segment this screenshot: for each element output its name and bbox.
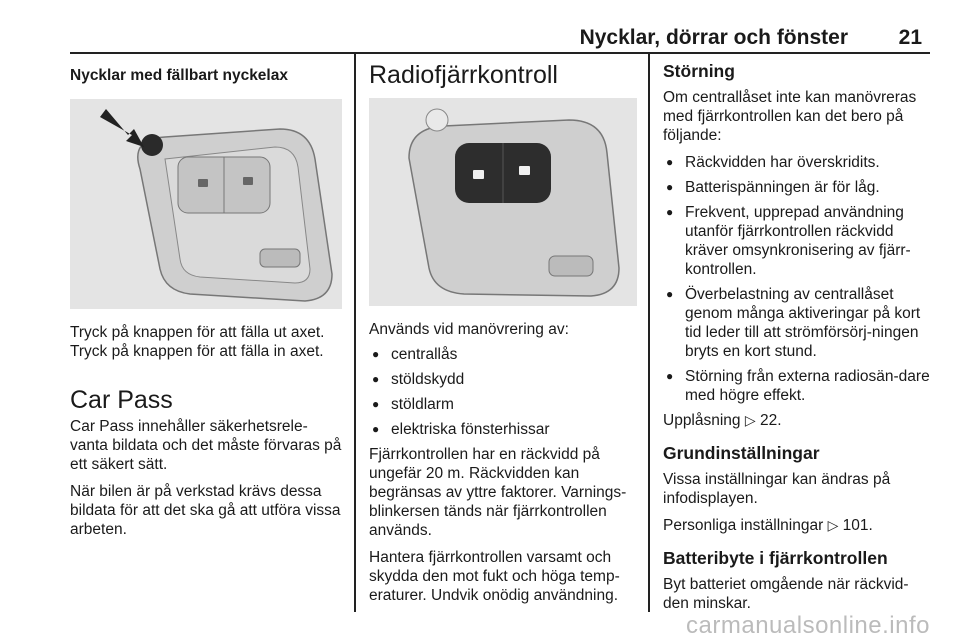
header-divider (70, 52, 930, 54)
reference-arrow-icon: ▷ (744, 412, 756, 428)
fold-button-icon (141, 134, 163, 156)
page-number: 21 (898, 26, 922, 49)
interference-heading: Störning (663, 61, 735, 81)
remote-control-heading: Radiofjärrkontroll (369, 61, 558, 89)
list-item: ● Störning från externa radiosän-dare med högre effekt. (663, 367, 931, 405)
fold-out-text: Tryck på knappen för att fälla ut axet. (70, 324, 325, 341)
battery-paragraph: Byt batteriet omgående när räckvid-den minskar. (663, 576, 909, 612)
unlock-icon (519, 166, 530, 175)
list-item: ● stöldskydd (369, 370, 637, 389)
usage-intro: Används vid manövrering av: (369, 321, 569, 338)
list-item: ● centrallås (369, 345, 637, 364)
fold-in-text: Tryck på knappen för att fälla in axet. (70, 343, 324, 360)
column-right (663, 60, 931, 621)
folding-key-heading: Nycklar med fällbart nyckelax (70, 67, 288, 84)
column-divider-2 (648, 52, 650, 612)
unlock-page-ref[interactable]: 22. (759, 412, 782, 429)
list-item: ● Batterispänningen är för låg. (663, 178, 931, 197)
page-title: Nycklar, dörrar och fönster (579, 26, 848, 49)
personal-settings-page-ref[interactable]: 101. (842, 517, 873, 534)
list-item: ● elektriska fönsterhissar (369, 420, 637, 439)
reference-arrow-icon: ▷ (827, 517, 839, 533)
car-pass-heading: Car Pass (70, 386, 173, 414)
range-paragraph: Fjärrkontrollen har en räckvidd på ungefär 20 m. Räckvidden kan begränsas av yttre faktorer. Varnings-blinkersen tänds när fjärrkontrollen används. (369, 446, 627, 539)
column-middle (369, 60, 637, 613)
interference-intro: Om centrallåset inte kan manövreras med fjärrkontrollen kan det bero på följande: (663, 89, 917, 144)
page-header (70, 22, 930, 52)
remote-control-illustration (369, 98, 637, 306)
list-item: ● Räckvidden har överskridits. (663, 153, 931, 172)
fold-instructions (70, 323, 342, 361)
folding-key-image (70, 99, 342, 309)
list-item: ● Frekvent, upprepad användning utanför fjärrkontrollen räckvidd kräver omsynkronisering av fjärr-kontrollen. (663, 203, 931, 279)
personal-settings-reference (663, 516, 931, 535)
car-pass-paragraph-2: När bilen är på verkstad krävs dessa bildata för att det ska gå att utföra vissa arbeten. (70, 483, 341, 538)
basic-settings-heading: Grundinställningar (663, 443, 820, 463)
unlock-text: Upplåsning (663, 412, 741, 429)
list-item: ● stöldlarm (369, 395, 637, 414)
basic-settings-paragraph: Vissa inställningar kan ändras på infodisplayen. (663, 471, 891, 507)
column-divider-1 (354, 52, 356, 612)
battery-heading: Batteribyte i fjärrkontrollen (663, 548, 888, 568)
usage-list (369, 345, 637, 439)
list-item: ● Överbelastning av centrallåset genom många aktiveringar på kort tid leder till att strömförsörj-ningen bryts en kort stund. (663, 285, 931, 361)
watermark: carmanualsonline.info (686, 612, 930, 639)
lock-icon (473, 170, 484, 179)
folding-key-illustration (70, 99, 342, 309)
column-left (70, 60, 342, 547)
car-pass-paragraph-1: Car Pass innehåller säkerhetsrele-vanta bildata och det måste förvaras på ett säkert sätt. (70, 418, 342, 473)
interference-list (663, 153, 931, 405)
remote-control-image (369, 98, 637, 306)
care-paragraph: Hantera fjärrkontrollen varsamt och skydda den mot fukt och höga temp-eraturer. Undvik onödig användning. (369, 549, 620, 604)
personal-settings-text: Personliga inställningar (663, 517, 824, 534)
unlock-reference (663, 411, 931, 430)
